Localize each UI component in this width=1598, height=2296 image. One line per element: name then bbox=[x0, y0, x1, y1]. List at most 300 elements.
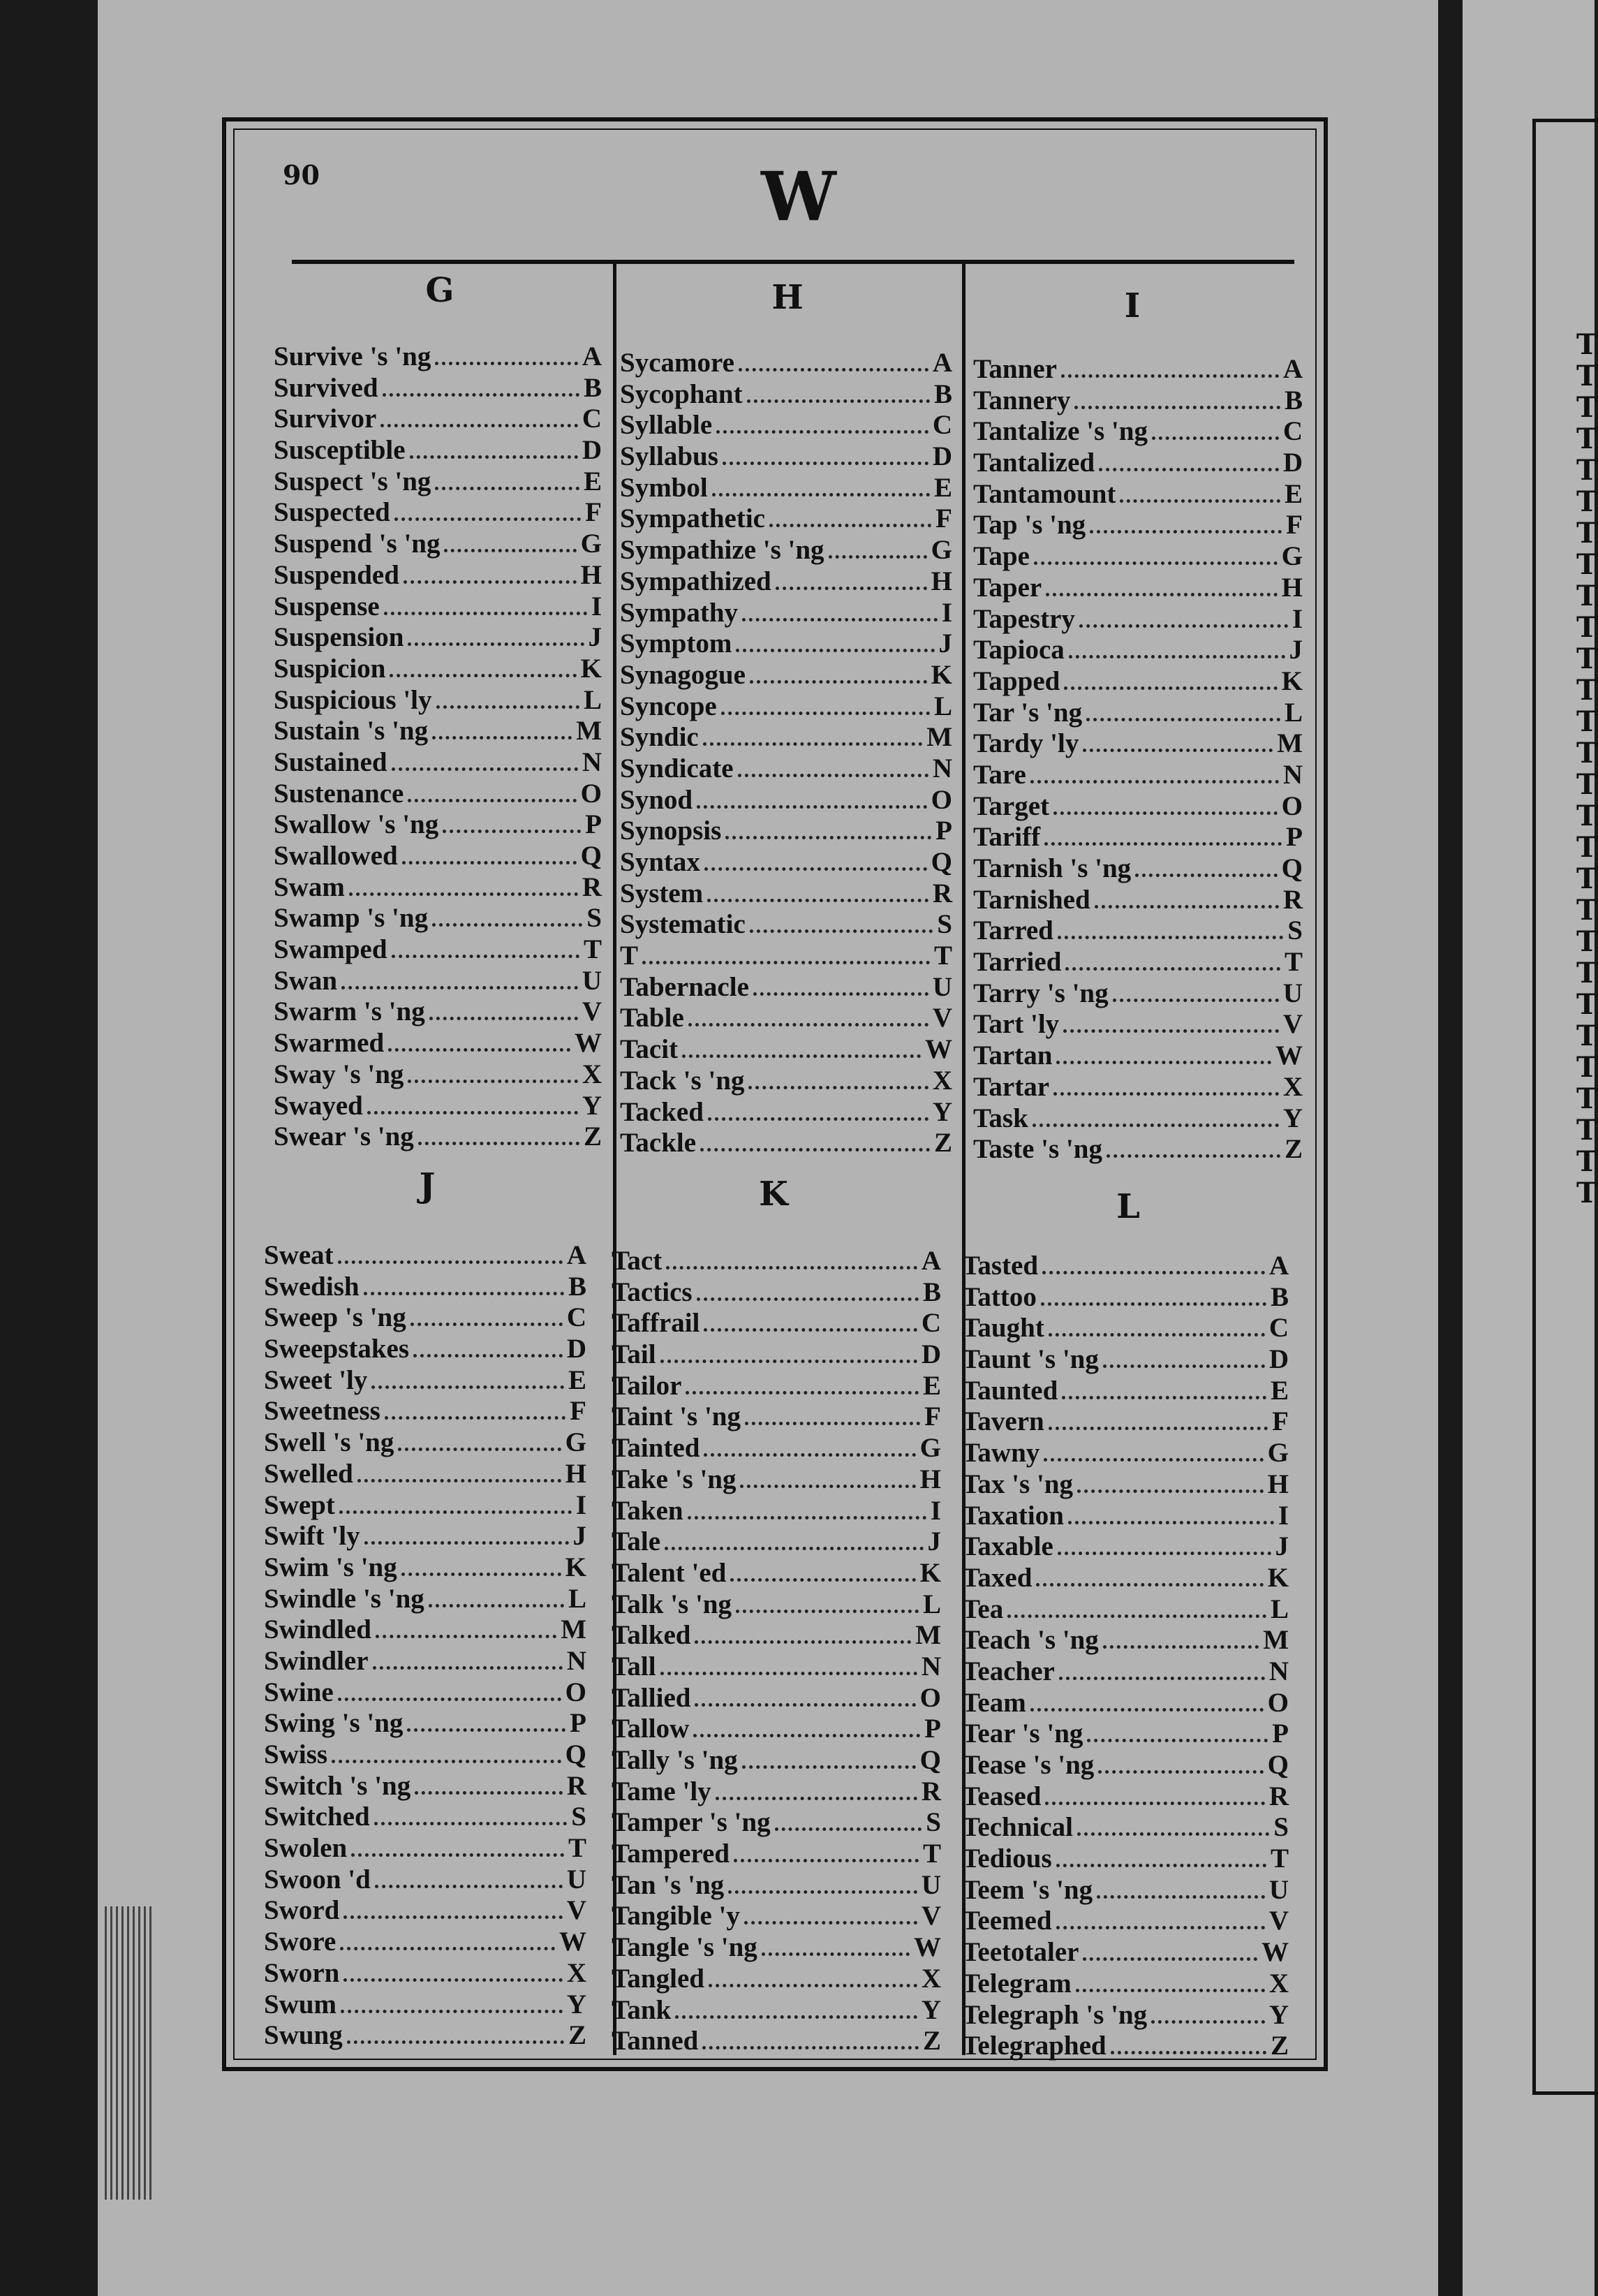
dot-leader bbox=[408, 637, 584, 646]
entry-code: D bbox=[1268, 1344, 1289, 1375]
entry-code: Q bbox=[580, 841, 602, 871]
dot-leader bbox=[398, 1442, 561, 1451]
entry-code: A bbox=[921, 1246, 941, 1276]
entry-code: P bbox=[570, 1708, 586, 1739]
dot-leader bbox=[1030, 1702, 1264, 1712]
entry-word: Sweep 's 'ng bbox=[264, 1302, 406, 1333]
list-item bbox=[612, 1682, 941, 1714]
entry-code: Q bbox=[919, 1745, 941, 1775]
dot-leader bbox=[374, 1816, 568, 1825]
dot-leader bbox=[349, 887, 578, 896]
entry-word: Tampered bbox=[612, 1839, 730, 1869]
entry-word: Tart 'ly bbox=[973, 1009, 1060, 1040]
list-item bbox=[274, 809, 602, 840]
list-item bbox=[620, 409, 952, 441]
entry-code: S bbox=[926, 1807, 941, 1838]
list-item bbox=[612, 1776, 941, 1807]
list-item bbox=[620, 1033, 952, 1065]
entry-word: Syllabus bbox=[620, 441, 718, 472]
entry-word: Sustained bbox=[274, 746, 387, 777]
entry-list-k bbox=[612, 1245, 941, 2056]
entry-word: Sword bbox=[264, 1895, 340, 1926]
entry-word: Swindled bbox=[264, 1614, 371, 1645]
list-item bbox=[274, 621, 602, 653]
entry-word: Sympathetic bbox=[620, 503, 765, 534]
list-item bbox=[264, 1271, 586, 1302]
dot-leader bbox=[343, 1910, 562, 1919]
list-item bbox=[612, 1806, 941, 1838]
dot-leader bbox=[704, 1448, 915, 1457]
dot-leader bbox=[392, 762, 578, 771]
entry-code: T bbox=[583, 934, 602, 965]
entry-code: Z bbox=[1284, 1134, 1303, 1165]
dot-leader bbox=[388, 1043, 570, 1052]
entry-list-h bbox=[620, 347, 952, 1158]
entry-word: Symbol bbox=[620, 472, 708, 503]
entry-code: I bbox=[1278, 1500, 1289, 1531]
list-item bbox=[620, 815, 952, 846]
entry-code: L bbox=[583, 684, 602, 715]
dot-leader bbox=[383, 388, 579, 397]
dot-leader bbox=[775, 1822, 922, 1831]
entry-word: Tear 's 'ng bbox=[962, 1719, 1083, 1749]
list-item bbox=[620, 628, 952, 659]
list-item bbox=[264, 1957, 586, 1989]
entry-code: N bbox=[582, 746, 602, 777]
entry-code: P bbox=[924, 1714, 941, 1744]
list-item bbox=[612, 1276, 941, 1308]
list-item bbox=[264, 1302, 586, 1333]
facing-page-letter: T bbox=[1576, 705, 1597, 738]
entry-word: Sustain 's 'ng bbox=[274, 716, 429, 746]
list-item bbox=[612, 1963, 941, 1994]
list-item bbox=[274, 466, 602, 497]
list-item bbox=[962, 1344, 1289, 1375]
entry-code: K bbox=[1281, 665, 1303, 696]
entry-code: C bbox=[566, 1302, 586, 1333]
list-item bbox=[264, 1614, 586, 1645]
dot-leader bbox=[723, 456, 929, 465]
dot-leader bbox=[829, 550, 927, 559]
entry-code: P bbox=[1286, 822, 1303, 853]
facing-page-letter: T bbox=[1576, 391, 1597, 424]
entry-code: Z bbox=[1270, 2031, 1289, 2061]
entry-word: Swift 'ly bbox=[264, 1521, 360, 1552]
dot-leader bbox=[357, 1473, 561, 1482]
entry-word: Swear 's 'ng bbox=[274, 1121, 414, 1152]
entry-word: Taught bbox=[962, 1313, 1044, 1344]
list-item bbox=[973, 572, 1303, 603]
entry-word: Sweetness bbox=[264, 1396, 380, 1427]
entry-code: J bbox=[1275, 1531, 1289, 1562]
entry-word: Tardy 'ly bbox=[973, 728, 1079, 759]
dot-leader bbox=[435, 481, 579, 490]
dot-leader bbox=[1077, 1827, 1269, 1836]
entry-word: Swim 's 'ng bbox=[264, 1552, 397, 1582]
list-item bbox=[612, 1557, 941, 1589]
entry-code: M bbox=[561, 1614, 586, 1645]
entry-word: Swum bbox=[264, 1989, 337, 2019]
list-item bbox=[274, 403, 602, 434]
dot-leader bbox=[408, 793, 576, 802]
list-item bbox=[264, 1552, 586, 1583]
entry-word: System bbox=[620, 878, 704, 908]
list-item bbox=[973, 728, 1303, 759]
dot-leader bbox=[642, 955, 930, 964]
dot-leader bbox=[1056, 1858, 1266, 1867]
entry-code: D bbox=[566, 1334, 586, 1364]
entry-word: Suspended bbox=[274, 559, 399, 590]
list-item bbox=[274, 528, 602, 559]
entry-code: R bbox=[921, 1776, 941, 1806]
entry-word: Tare bbox=[973, 759, 1026, 790]
list-item bbox=[962, 2030, 1289, 2061]
entry-word: Tale bbox=[612, 1526, 661, 1557]
facing-page-letter: T bbox=[1576, 800, 1597, 832]
list-item bbox=[264, 1707, 586, 1739]
entry-code: Z bbox=[933, 1128, 952, 1158]
entry-code: K bbox=[1267, 1562, 1289, 1593]
list-item bbox=[274, 902, 602, 934]
list-item bbox=[264, 1583, 586, 1614]
facing-page-letter: T bbox=[1576, 422, 1597, 455]
entry-word: Teem 's 'ng bbox=[962, 1874, 1093, 1905]
list-item bbox=[973, 1008, 1303, 1040]
entry-code: V bbox=[1282, 1009, 1303, 1040]
facing-page-letter: T bbox=[1576, 1114, 1597, 1147]
list-item bbox=[264, 1239, 586, 1271]
list-item bbox=[620, 1002, 952, 1033]
entry-word: Switch 's 'ng bbox=[264, 1770, 411, 1801]
entry-word: Swedish bbox=[264, 1271, 360, 1302]
list-item bbox=[274, 965, 602, 996]
dot-leader bbox=[418, 1136, 579, 1145]
entry-word: Tar 's 'ng bbox=[973, 697, 1083, 728]
dot-leader bbox=[704, 1323, 917, 1332]
entry-code: C bbox=[1268, 1313, 1289, 1344]
dot-leader bbox=[742, 1760, 916, 1769]
list-item bbox=[962, 1749, 1289, 1781]
entry-word: Tact bbox=[612, 1246, 663, 1276]
list-item bbox=[620, 721, 952, 753]
entry-word: Team bbox=[962, 1687, 1026, 1718]
entry-word: Tapestry bbox=[973, 603, 1075, 634]
list-item bbox=[962, 1905, 1289, 1936]
dot-leader bbox=[410, 450, 578, 459]
entry-code: F bbox=[924, 1401, 941, 1432]
entry-word: Sycamore bbox=[620, 348, 734, 378]
entry-code: J bbox=[588, 622, 602, 653]
entry-code: J bbox=[572, 1521, 586, 1552]
entry-code: N bbox=[1268, 1656, 1289, 1686]
entry-code: A bbox=[1282, 354, 1303, 384]
entry-word: Susceptible bbox=[274, 435, 406, 466]
entry-word: Telegram bbox=[962, 1968, 1072, 1999]
entry-code: M bbox=[915, 1620, 941, 1651]
list-item bbox=[620, 659, 952, 691]
list-item bbox=[274, 1059, 602, 1090]
facing-page-letter: T bbox=[1576, 1177, 1597, 1209]
dot-leader bbox=[762, 1947, 910, 1956]
list-item bbox=[620, 347, 952, 378]
list-item bbox=[612, 1994, 941, 2026]
entry-code: G bbox=[1281, 541, 1303, 572]
entry-code: E bbox=[1284, 478, 1303, 509]
dot-leader bbox=[728, 1885, 917, 1894]
page-edges bbox=[105, 1906, 154, 2200]
list-item bbox=[620, 597, 952, 628]
entry-word: Taint 's 'ng bbox=[612, 1401, 741, 1432]
dot-leader bbox=[413, 1348, 563, 1357]
entry-list-j bbox=[264, 1239, 586, 2051]
entry-code: R bbox=[582, 871, 602, 902]
entry-code: A bbox=[582, 341, 602, 371]
entry-code: A bbox=[1268, 1251, 1289, 1281]
entry-code: B bbox=[933, 378, 952, 409]
entry-code: U bbox=[1268, 1874, 1289, 1905]
list-item bbox=[612, 1526, 941, 1557]
entry-word: T bbox=[620, 941, 639, 971]
list-item bbox=[264, 1894, 586, 1926]
entry-code: B bbox=[583, 372, 602, 403]
list-item bbox=[274, 434, 602, 466]
facing-page-letter: T bbox=[1576, 1020, 1597, 1052]
list-item bbox=[274, 840, 602, 871]
entry-word: Tame 'ly bbox=[612, 1776, 711, 1806]
entry-word: Talent 'ed bbox=[612, 1557, 727, 1588]
entry-word: Syndicate bbox=[620, 753, 734, 783]
dot-leader bbox=[1053, 1087, 1279, 1096]
dot-leader bbox=[697, 800, 927, 809]
list-item bbox=[973, 1071, 1303, 1103]
entry-code: A bbox=[566, 1240, 586, 1270]
entry-word: Tainted bbox=[612, 1433, 700, 1464]
list-item bbox=[973, 603, 1303, 635]
list-item bbox=[274, 778, 602, 809]
entry-word: Tarnish 's 'ng bbox=[973, 853, 1132, 883]
facing-page-letter: T bbox=[1576, 988, 1597, 1021]
list-item bbox=[962, 1594, 1289, 1625]
entry-code: B bbox=[568, 1271, 586, 1302]
entry-word: Sympathy bbox=[620, 597, 739, 628]
entry-code: E bbox=[922, 1370, 941, 1401]
list-item bbox=[973, 415, 1303, 447]
facing-page-letter: T bbox=[1576, 925, 1597, 958]
dot-leader bbox=[747, 394, 930, 403]
list-item bbox=[962, 1500, 1289, 1531]
dot-leader bbox=[702, 2040, 919, 2050]
entry-word: Synopsis bbox=[620, 816, 722, 846]
dot-leader bbox=[435, 356, 577, 365]
facing-page-letter: T bbox=[1576, 957, 1597, 989]
dot-leader bbox=[1064, 681, 1277, 690]
facing-page-letter: T bbox=[1576, 1145, 1597, 1178]
entry-code: H bbox=[931, 566, 952, 596]
dot-leader bbox=[716, 1791, 917, 1800]
entry-word: Survive 's 'ng bbox=[274, 341, 431, 371]
entry-word: Swore bbox=[264, 1927, 336, 1957]
entry-code: J bbox=[1289, 635, 1303, 665]
entry-word: Survived bbox=[274, 372, 378, 403]
dot-leader bbox=[385, 1411, 565, 1420]
list-item bbox=[962, 1531, 1289, 1562]
entry-code: K bbox=[565, 1552, 586, 1582]
dot-leader bbox=[410, 1317, 563, 1326]
list-item bbox=[973, 385, 1303, 416]
dot-leader bbox=[429, 1598, 564, 1607]
entry-word: Sustenance bbox=[274, 778, 404, 809]
dot-leader bbox=[1030, 774, 1279, 783]
entry-word: Swolen bbox=[264, 1833, 348, 1864]
entry-code: P bbox=[935, 816, 952, 846]
list-item bbox=[973, 665, 1303, 697]
list-item bbox=[962, 1281, 1289, 1313]
entry-word: Take 's 'ng bbox=[612, 1464, 737, 1494]
dot-leader bbox=[740, 1479, 915, 1488]
section-heading-k: K bbox=[759, 1175, 788, 1214]
entry-code: D bbox=[932, 441, 952, 472]
entry-code: G bbox=[580, 529, 602, 559]
entry-code: T bbox=[568, 1833, 586, 1864]
dot-leader bbox=[660, 1666, 917, 1675]
dot-leader bbox=[1103, 1640, 1259, 1649]
entry-code: V bbox=[1268, 1906, 1289, 1936]
dot-leader bbox=[436, 700, 579, 709]
facing-page-letter: T bbox=[1576, 1051, 1597, 1084]
dot-leader bbox=[697, 1292, 919, 1301]
entry-code: C bbox=[1282, 416, 1303, 447]
entry-word: Talk 's 'ng bbox=[612, 1589, 732, 1619]
entry-code: Q bbox=[565, 1739, 586, 1769]
entry-word: Tantamount bbox=[973, 478, 1116, 509]
entry-code: B bbox=[1284, 385, 1303, 415]
list-item bbox=[274, 934, 602, 965]
entry-code: Y bbox=[582, 1090, 602, 1121]
facing-page-letter: T bbox=[1576, 894, 1597, 927]
entry-code: L bbox=[922, 1589, 941, 1619]
list-item bbox=[962, 1375, 1289, 1406]
dot-leader bbox=[734, 1853, 919, 1862]
facing-page-letter: T bbox=[1576, 548, 1597, 581]
entry-code: N bbox=[1282, 759, 1303, 790]
dot-leader bbox=[750, 924, 933, 933]
entry-word: Taper bbox=[973, 572, 1042, 603]
dot-leader bbox=[1135, 868, 1277, 877]
dot-leader bbox=[753, 987, 929, 996]
dot-leader bbox=[432, 730, 572, 739]
entry-code: Y bbox=[921, 1994, 941, 2025]
entry-word: Swine bbox=[264, 1677, 334, 1707]
entry-word: Teacher bbox=[962, 1656, 1055, 1686]
entry-code: V bbox=[932, 1003, 952, 1033]
list-item bbox=[274, 715, 602, 746]
list-item bbox=[264, 1520, 586, 1552]
entry-word: Tally 's 'ng bbox=[612, 1745, 738, 1775]
dot-leader bbox=[407, 1723, 565, 1732]
entry-list-i bbox=[973, 353, 1303, 1165]
entry-code: W bbox=[575, 1028, 602, 1059]
entry-list-l bbox=[962, 1250, 1289, 2061]
entry-code: Q bbox=[931, 847, 952, 877]
entry-code: I bbox=[941, 597, 952, 628]
entry-code: O bbox=[580, 778, 602, 809]
entry-word: Sympathize 's 'ng bbox=[620, 535, 824, 566]
list-item bbox=[264, 1989, 586, 2020]
entry-code: R bbox=[932, 878, 952, 908]
entry-code: A bbox=[932, 348, 952, 378]
dot-leader bbox=[1045, 1796, 1264, 1805]
entry-code: H bbox=[565, 1458, 586, 1489]
entry-word: Tack 's 'ng bbox=[620, 1065, 745, 1096]
entry-word: Swamped bbox=[274, 934, 387, 965]
entry-code: K bbox=[931, 659, 952, 690]
list-item bbox=[612, 1713, 941, 1744]
list-item bbox=[612, 1245, 941, 1276]
entry-code: P bbox=[585, 809, 602, 840]
list-item bbox=[973, 447, 1303, 478]
list-item bbox=[264, 1364, 586, 1396]
entry-word: Swamp 's 'ng bbox=[274, 903, 429, 934]
entry-code: Q bbox=[1267, 1750, 1289, 1780]
dot-leader bbox=[364, 1536, 569, 1545]
list-item bbox=[973, 478, 1303, 510]
dot-leader bbox=[338, 1692, 561, 1701]
entry-code: Y bbox=[1268, 1999, 1289, 2030]
dot-leader bbox=[700, 1142, 930, 1151]
entry-word: Tanned bbox=[612, 2026, 699, 2056]
dot-leader bbox=[375, 1879, 563, 1888]
dot-leader bbox=[1056, 1055, 1271, 1064]
dot-leader bbox=[1062, 1390, 1266, 1399]
dot-leader bbox=[1049, 1421, 1268, 1430]
entry-code: W bbox=[559, 1927, 586, 1957]
list-item bbox=[973, 540, 1303, 572]
list-item bbox=[274, 746, 602, 778]
list-item bbox=[612, 1744, 941, 1776]
list-item bbox=[620, 940, 952, 971]
facing-page-letter: T bbox=[1576, 737, 1597, 770]
dot-leader bbox=[380, 418, 577, 427]
list-item bbox=[962, 1437, 1289, 1469]
entry-word: Tarnished bbox=[973, 884, 1090, 915]
entry-word: Tedious bbox=[962, 1844, 1052, 1874]
entry-code: S bbox=[571, 1802, 586, 1832]
dot-leader bbox=[742, 612, 938, 621]
entry-code: D bbox=[582, 435, 602, 466]
dot-leader bbox=[1120, 494, 1280, 503]
section-heading-l: L bbox=[1116, 1187, 1140, 1226]
entry-word: Tallow bbox=[612, 1714, 690, 1744]
dot-leader bbox=[736, 643, 934, 652]
entry-code: T bbox=[1270, 1844, 1289, 1874]
dot-leader bbox=[1099, 462, 1279, 471]
list-item bbox=[973, 946, 1303, 978]
entry-word: Tarry 's 'ng bbox=[973, 978, 1109, 1008]
entry-code: T bbox=[922, 1839, 941, 1869]
dot-leader bbox=[666, 1260, 917, 1270]
dot-leader bbox=[703, 737, 922, 746]
list-item bbox=[612, 1838, 941, 1869]
list-item bbox=[264, 1832, 586, 1864]
list-item bbox=[620, 846, 952, 878]
list-item bbox=[620, 691, 952, 722]
entry-code: H bbox=[580, 559, 602, 590]
entry-code: I bbox=[591, 591, 602, 621]
list-item bbox=[264, 1770, 586, 1802]
list-item bbox=[274, 496, 602, 528]
dot-leader bbox=[1053, 806, 1278, 815]
list-item bbox=[612, 1307, 941, 1339]
